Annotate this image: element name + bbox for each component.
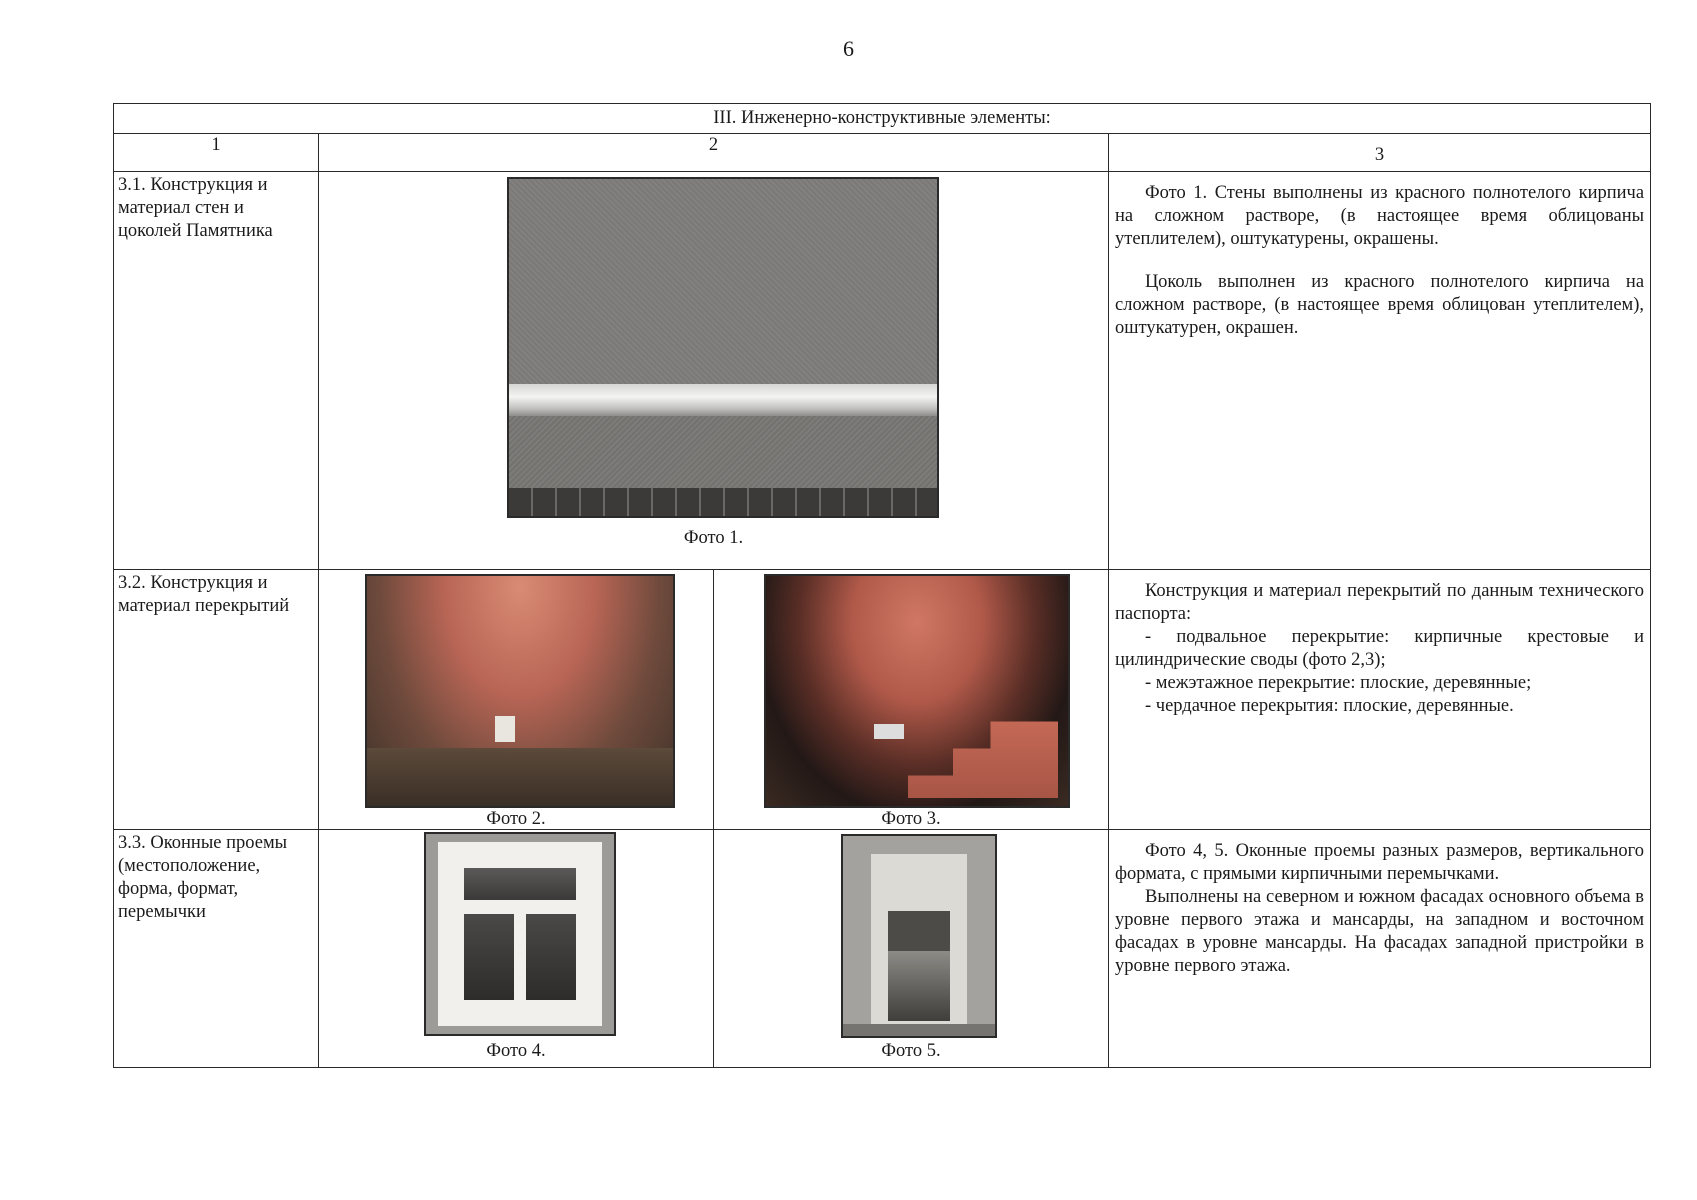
photo-2-caption: Фото 2. [486, 808, 546, 829]
photo-cell-floors-3 [714, 569, 1109, 829]
description-floors-item-2: - межэтажное перекрытие: плоские, деревянные; [1145, 672, 1532, 693]
row-label-windows: 3.3. Оконные проемы (местоположение, форма, формат, перемычки [114, 829, 319, 1067]
photo-5-window [841, 834, 997, 1038]
photo-cell-walls [319, 171, 1109, 569]
engineering-elements-table [113, 103, 1651, 1068]
photo-3-vault [764, 574, 1070, 808]
photo-cell-floors-2 [319, 569, 714, 829]
column-number-3: 3 [1109, 133, 1651, 171]
row-label-floors: 3.2. Конструкция и материал перекрытий [114, 569, 319, 829]
section-title: III. Инженерно-конструктивные элементы: [114, 104, 1651, 134]
description-floors-item-3: - чердачное перекрытия: плоские, деревянные. [1145, 695, 1514, 716]
column-number-1: 1 [114, 133, 319, 171]
column-number-2: 2 [319, 133, 1109, 171]
description-walls-paragraph-2: Цоколь выполнен из красного полнотелого кирпича на сложном растворе, (в настоящее время облицован утеплителем), оштукатурен, окрашен. [1115, 271, 1645, 338]
description-windows-paragraph-2: Выполнены на северном и южном фасадах основного объема в уровне первого этажа и мансарды, на западном и восточном фасадах в уровне мансарды. На фасадах западной пристройки в уровне первого этажа. [1115, 886, 1645, 976]
photo-1-wall [507, 177, 939, 518]
page-number: 6 [843, 36, 854, 61]
description-floors-item-1: - подвальное перекрытие: кирпичные крестовые и цилиндрические своды (фото 2,3); [1115, 626, 1645, 670]
photo-3-caption: Фото 3. [881, 808, 941, 829]
description-windows-paragraph-1: Фото 4, 5. Оконные проемы разных размеров, вертикального формата, с прямыми кирпичными перемычками. [1115, 840, 1645, 884]
photo-cell-windows-5 [714, 829, 1109, 1067]
photo-1-caption: Фото 1. [683, 527, 744, 548]
description-walls [1109, 171, 1651, 569]
description-walls-paragraph-1: Фото 1. Стены выполнены из красного полнотелого кирпича на сложном растворе, (в настоящее время облицованы утеплителем), оштукатурены, окрашены. [1115, 182, 1645, 249]
photo-4-caption: Фото 4. [486, 1040, 546, 1061]
row-label-walls: 3.1. Конструкция и материал стен и цоколей Памятника [114, 171, 319, 569]
photo-2-vault [365, 574, 675, 808]
photo-cell-windows-4 [319, 829, 714, 1067]
photo-5-caption: Фото 5. [881, 1040, 941, 1061]
photo-4-window [424, 832, 616, 1036]
description-windows [1109, 829, 1651, 1067]
description-floors-paragraph-1: Конструкция и материал перекрытий по данным технического паспорта: [1115, 580, 1645, 624]
description-floors [1109, 569, 1651, 829]
